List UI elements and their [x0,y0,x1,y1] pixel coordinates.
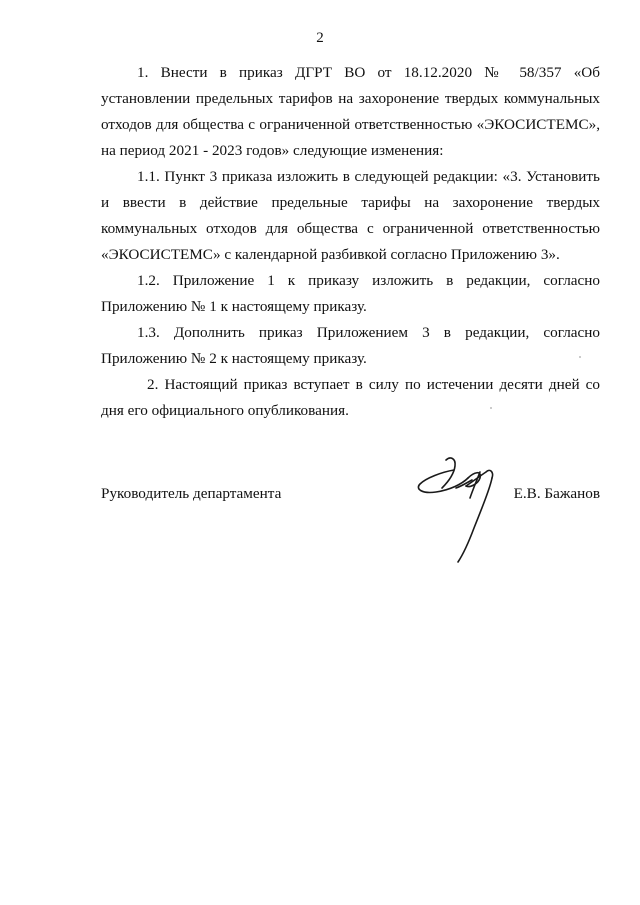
signer-name: Е.В. Бажанов [513,485,600,502]
scan-speck [579,356,581,358]
paragraph-2: 2. Настоящий приказ вступает в силу по истечении десяти дней со дня его официального опубликования. [101,376,600,419]
paragraph-1-1: 1.1. Пункт 3 приказа изложить в следующей редакции: «3. Установить и ввести в действие предельные тарифы на захоронение твердых коммунальных отходов для общества с ограниченной ответственностью «ЭКОСИСТЕМС» с календарной разбивкой согласно Приложению 3». [101,168,600,263]
scan-speck [490,407,492,409]
paragraph-1: 1. Внести в приказ ДГРТ ВО от 18.12.2020 № 58/357 «Об установлении предельных тарифов на захоронение твердых коммунальных отходов для общества с ограниченной ответственностью «ЭКОСИСТЕМС», на период 2021 - 2023 годов» следующие изменения: [101,64,600,159]
page-number: 2 [316,30,324,46]
paragraph-1-3: 1.3. Дополнить приказ Приложением 3 в редакции, согласно Приложению № 2 к настоящему приказу. [101,324,600,367]
document-body [101,60,600,424]
signer-title: Руководитель департамента [101,485,282,502]
signature-block [101,485,600,515]
handwritten-signature-icon [412,452,512,572]
paragraph-1-2: 1.2. Приложение 1 к приказу изложить в редакции, согласно Приложению № 1 к настоящему приказу. [101,272,600,315]
